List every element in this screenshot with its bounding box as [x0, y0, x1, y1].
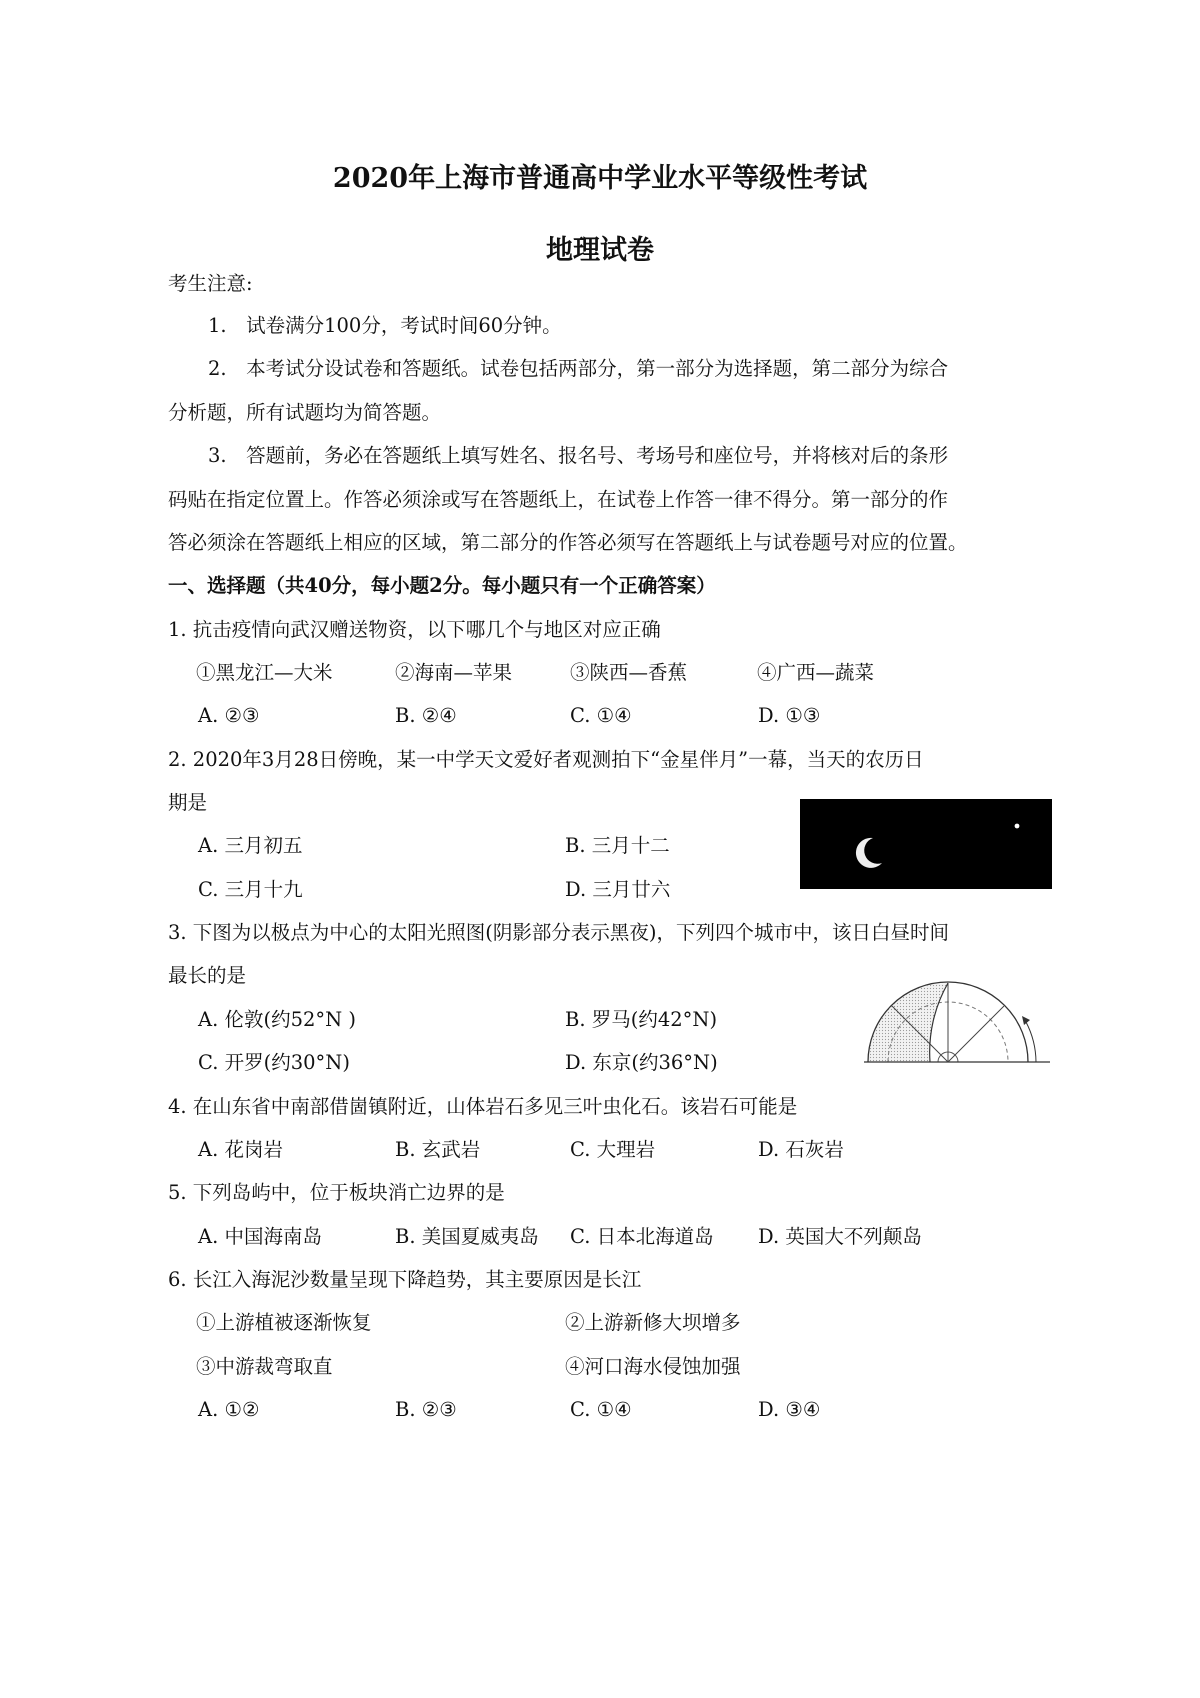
rotation-arrow-icon [1022, 1016, 1030, 1025]
notice-heading: 考生注意: [168, 272, 253, 295]
q3-stem-line-2: 最长的是 [168, 964, 247, 987]
q6-option-c: C. ①④ [570, 1398, 632, 1421]
notice-item-3-line-3: 答必须涂在答题纸上相应的区域，第二部分的作答必须写在答题纸上与试卷题号对应的位置。 [168, 531, 968, 554]
notice-item-3-line-2: 码贴在指定位置上。作答必须涂或写在答题纸上，在试卷上作答一律不得分。第一部分的作 [168, 488, 949, 511]
venus-dot [1015, 824, 1020, 829]
q6-stem: 6. 长江入海泥沙数量呈现下降趋势，其主要原因是长江 [168, 1268, 642, 1291]
q4-option-b: B. 玄武岩 [395, 1138, 481, 1161]
q6-item-3: ③中游裁弯取直 [196, 1355, 333, 1378]
q2-option-c: C. 三月十九 [198, 878, 303, 901]
q4-option-c: C. 大理岩 [570, 1138, 656, 1161]
q2-option-b: B. 三月十二 [565, 834, 670, 857]
q2-stem-line-2: 期是 [168, 791, 208, 814]
q3-option-a: A. 伦敦(约52°N ) [198, 1008, 357, 1031]
notice-item-2-line-2: 分析题，所有试题均为简答题。 [168, 401, 442, 424]
venus-moon-photo [800, 799, 1052, 889]
notice-item-3-line-1: 3. 答题前，务必在答题纸上填写姓名、报名号、考场号和座位号，并将核对后的条形 [208, 444, 949, 467]
q1-stem: 1. 抗击疫情向武汉赠送物资，以下哪几个与地区对应正确 [168, 618, 661, 641]
q6-item-1: ①上游植被逐渐恢复 [196, 1311, 372, 1334]
q4-stem: 4. 在山东省中南部借崮镇附近，山体岩石多见三叶虫化石。该岩石可能是 [168, 1095, 798, 1118]
section-1-heading: 一、选择题（共40分，每小题2分。每小题只有一个正确答案） [168, 574, 716, 597]
q2-option-d: D. 三月廿六 [565, 878, 671, 901]
q1-item-3: ③陕西—香蕉 [570, 661, 688, 684]
q5-option-b: B. 美国夏威夷岛 [395, 1225, 539, 1248]
q6-option-d: D. ③④ [758, 1398, 821, 1421]
q6-item-4: ④河口海水侵蚀加强 [565, 1355, 741, 1378]
q1-option-c: C. ①④ [570, 704, 632, 727]
q5-stem: 5. 下列岛屿中，位于板块消亡边界的是 [168, 1181, 505, 1204]
exam-subtitle: 地理试卷 [546, 235, 654, 266]
q6-item-2: ②上游新修大坝增多 [565, 1311, 741, 1334]
q4-option-d: D. 石灰岩 [758, 1138, 844, 1161]
notice-item-2-line-1: 2. 本考试分设试卷和答题纸。试卷包括两部分，第一部分为选择题，第二部分为综合 [208, 357, 949, 380]
q1-option-d: D. ①③ [758, 704, 821, 727]
exam-title: 2020年上海市普通高中学业水平等级性考试 [332, 163, 868, 194]
q6-option-b: B. ②③ [395, 1398, 457, 1421]
q2-option-a: A. 三月初五 [198, 834, 303, 857]
q1-item-4: ④广西—蔬菜 [757, 661, 875, 684]
notice-item-1: 1. 试卷满分100分，考试时间60分钟。 [208, 314, 562, 337]
q3-option-c: C. 开罗(约30°N) [198, 1051, 350, 1074]
q2-stem-line-1: 2. 2020年3月28日傍晚，某一中学天文爱好者观测拍下“金星伴月”一幕，当天的农历日 [168, 748, 924, 771]
q1-item-2: ②海南—苹果 [395, 661, 513, 684]
q3-stem-line-1: 3. 下图为以极点为中心的太阳光照图(阴影部分表示黑夜)，下列四个城市中，该日白昼时间 [168, 921, 950, 944]
q4-option-a: A. 花岗岩 [198, 1138, 283, 1161]
q5-option-d: D. 英国大不列颠岛 [758, 1225, 922, 1248]
q1-item-1: ①黑龙江—大米 [196, 661, 333, 684]
q1-option-b: B. ②④ [395, 704, 457, 727]
q5-option-a: A. 中国海南岛 [198, 1225, 322, 1248]
polar-illumination-diagram [860, 978, 1055, 1066]
q1-option-a: A. ②③ [198, 704, 260, 727]
q5-option-c: C. 日本北海道岛 [570, 1225, 714, 1248]
q3-option-d: D. 东京(约36°N) [565, 1051, 718, 1074]
night-sky [800, 799, 1052, 889]
meridian-right [948, 1006, 1004, 1062]
q6-option-a: A. ①② [198, 1398, 260, 1421]
q3-option-b: B. 罗马(约42°N) [565, 1008, 718, 1031]
